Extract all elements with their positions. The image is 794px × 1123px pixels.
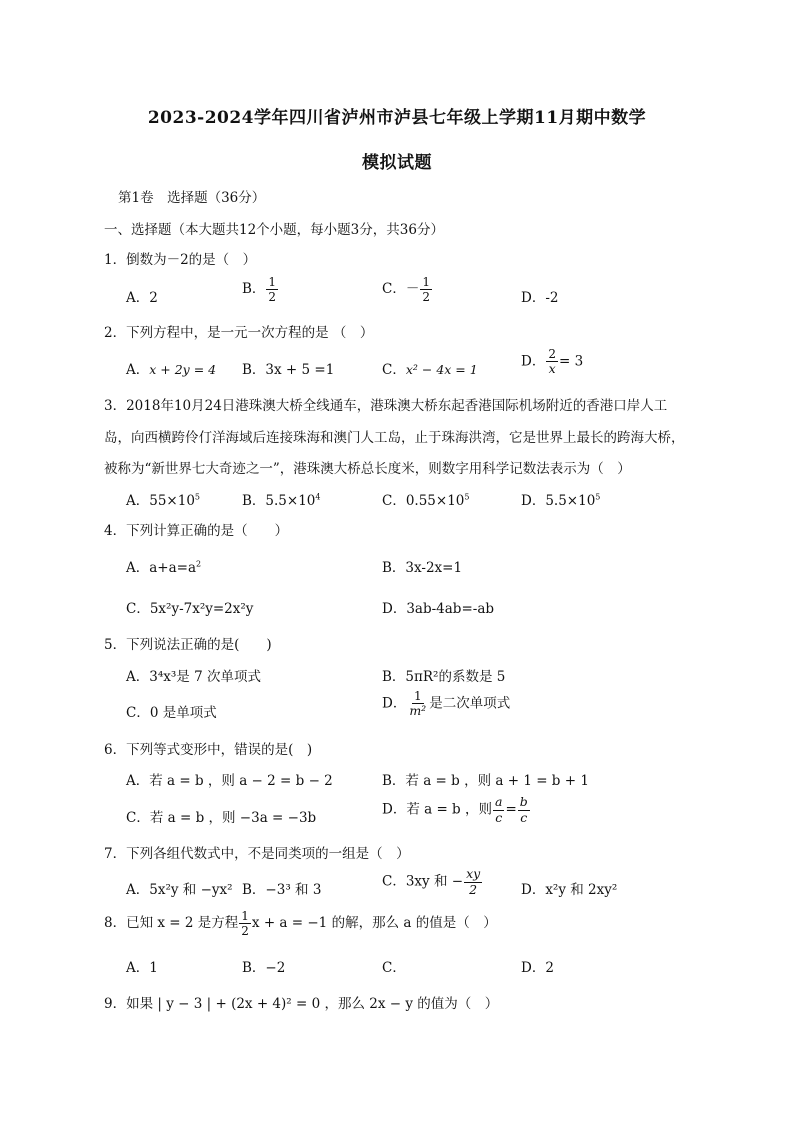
q4-option-a: A．$a+a=a^2$ xyxy=(126,559,202,576)
q3-stem-line-3: 被称为“新世界七大奇迹之一”，港珠澳大桥总长度米，则数字用科学记数法表示为（ ） xyxy=(104,461,631,477)
q2-option-b: B．3x + 5 =1 xyxy=(242,362,335,378)
q8-option-c: C． xyxy=(382,960,406,976)
q9-stem: 9．如果 | y − 3 | + (2x + 4)² = 0 ，那么 2x − y 的值为（ ） xyxy=(104,996,499,1012)
q8-option-d: D．2 xyxy=(521,960,554,976)
q4-option-b: B．3x-2x=1 xyxy=(382,560,463,576)
q1-stem: 1．倒数为－2的是（ ） xyxy=(104,252,257,268)
q3-stem-line-1: 3．2018年10月24日港珠澳大桥全线通车，港珠澳大桥东起香港国际机场附近的香港口岸人工 xyxy=(104,398,668,414)
q8-stem: 8．已知 x = 2 是方程 $\frac{1}{2}$ x + a = −1 的解，那么 a 的值是（ ） xyxy=(104,909,497,938)
q6-option-d: D．若 a = b ，则 $\frac{a}{c}$ = $\frac{b}{c}$ xyxy=(382,794,528,825)
q8-option-a: A．1 xyxy=(126,960,158,976)
q5-option-a: A．3⁴x³是 7 次单项式 xyxy=(126,669,261,685)
q4-option-d: D．3ab-4ab=-ab xyxy=(382,601,495,617)
q2-option-a: A．x + 2y = 4 xyxy=(126,362,217,378)
q1-option-a: A．2 xyxy=(126,290,158,306)
q2-option-d: D． $\frac{2}{x}$ = 3 xyxy=(521,347,584,376)
q7-stem: 7．下列各组代数式中，不是同类项的一组是（ ） xyxy=(104,846,410,862)
q3-option-b: B．$5.5\times 10^4$ xyxy=(242,492,321,509)
title-line-2: 模拟试题 xyxy=(362,153,432,173)
q7-option-b: B．−3³ 和 3 xyxy=(242,882,322,898)
q2-option-c: C．x² − 4x = 1 xyxy=(382,362,478,378)
section-heading: 一、选择题（本大题共12个小题，每小题3分，共36分） xyxy=(104,222,444,238)
q3-option-c: C．$0.55\times 10^5$ xyxy=(382,492,470,509)
q5-stem: 5．下列说法正确的是( ) xyxy=(104,637,272,653)
q1-option-b: B． $\frac{1}{2}$ xyxy=(242,275,277,304)
q7-option-a: A．5x²y 和 −yx² xyxy=(126,882,233,898)
q6-option-c: C．若 a = b ，则 −3a = −3b xyxy=(126,810,317,826)
q3-option-a: A．$55\times 10^5$ xyxy=(126,492,201,509)
q3-stem-line-2: 岛，向西横跨伶仃洋海域后连接珠海和澳门人工岛，止于珠海洪湾，它是世界上最长的跨海大桥， xyxy=(104,430,685,446)
q4-stem: 4．下列计算正确的是（ ） xyxy=(104,523,289,539)
q8-option-b: B．−2 xyxy=(242,960,286,976)
q7-option-c: C．3xy 和 − $\frac{xy}{2}$ xyxy=(382,866,481,897)
q6-stem: 6．下列等式变形中，错误的是( ) xyxy=(104,742,313,758)
q5-option-d: D． $\frac{1}{\text{m²}}$ 是二次单项式 xyxy=(382,689,511,718)
q1-option-d: D．-2 xyxy=(521,290,559,306)
section-part: 第1卷 选择题（36分） xyxy=(118,190,266,206)
title-line-1: 2023-2024学年四川省泸州市泸县七年级上学期11月期中数学 xyxy=(147,108,647,128)
q4-option-c: C．5x²y-7x²y=2x²y xyxy=(126,601,254,617)
q3-option-d: D．$5.5\times 10^5$ xyxy=(521,492,601,509)
q5-option-c: C．0 是单项式 xyxy=(126,705,217,721)
q6-option-b: B．若 a = b ，则 a + 1 = b + 1 xyxy=(382,773,589,789)
q6-option-a: A．若 a = b ，则 a − 2 = b − 2 xyxy=(126,773,333,789)
q5-option-b: B．5πR²的系数是 5 xyxy=(382,669,506,685)
q1-option-c: C．－ $\frac{1}{2}$ xyxy=(382,275,430,304)
q7-option-d: D．x²y 和 2xy² xyxy=(521,882,618,898)
q2-stem: 2．下列方程中，是一元一次方程的是 （ ） xyxy=(104,325,374,341)
